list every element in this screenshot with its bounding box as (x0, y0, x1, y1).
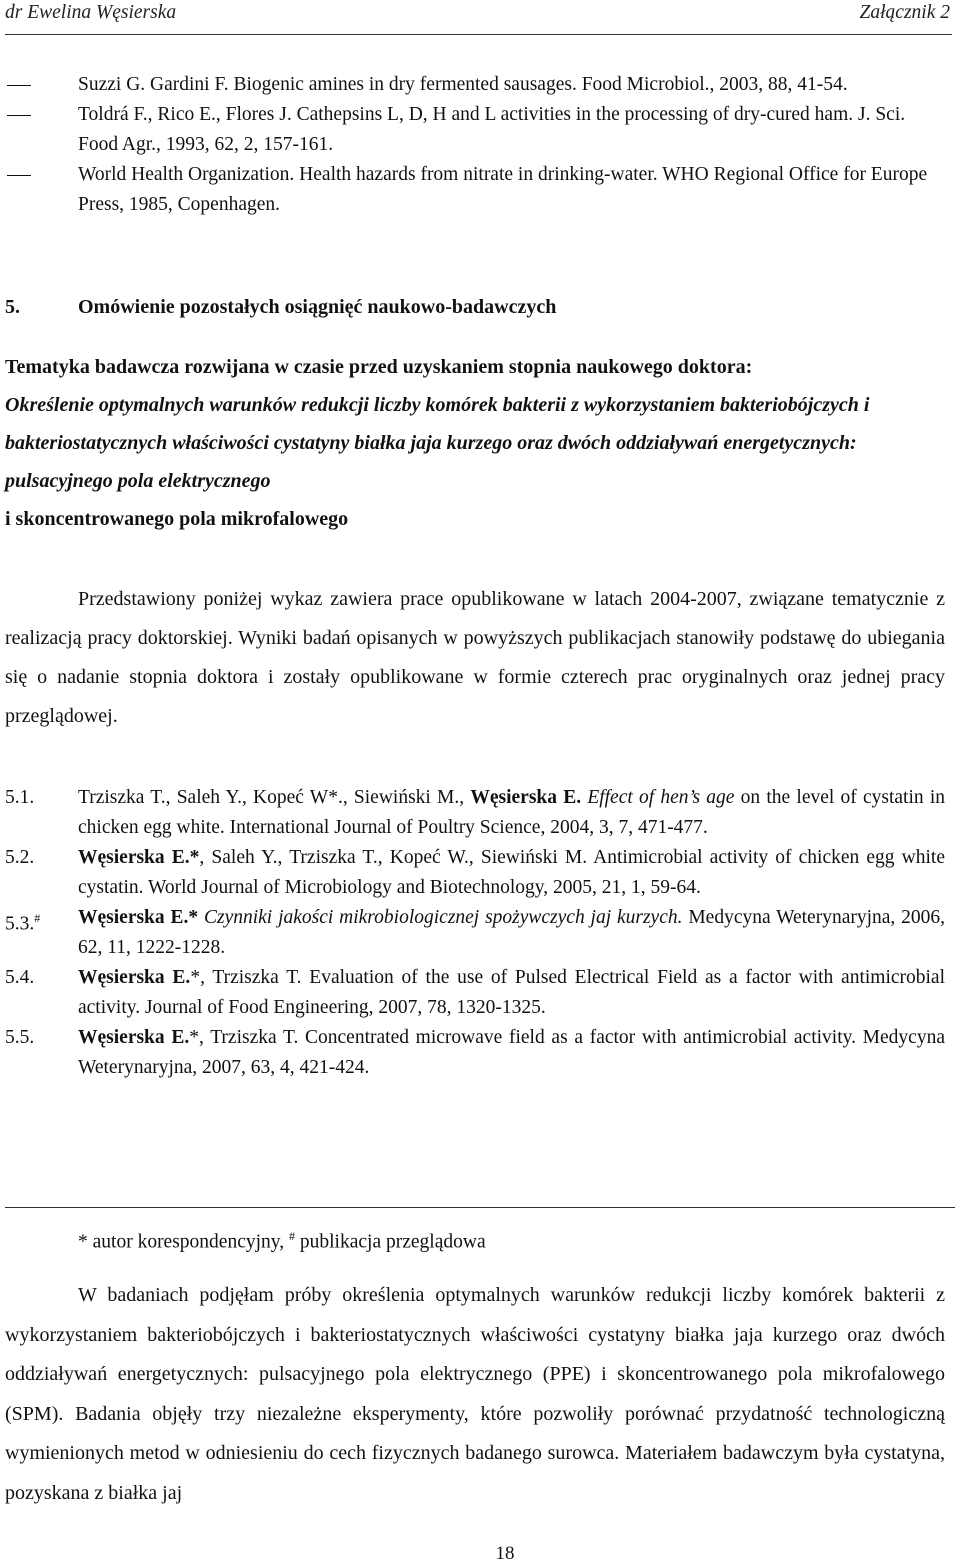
page-number: 18 (495, 1543, 515, 1564)
reference-text: World Health Organization. Health hazards from nitrate in drinking-water. WHO Regional Office for Europe Press, 1985, Copenhagen. (78, 164, 928, 215)
reference-text: Suzzi G. Gardini F. Biogenic amines in dry fermented sausages. Food Microbiol., 2003, 88, 41-54. (78, 74, 848, 95)
reference-item (5, 100, 945, 160)
publication-item (5, 963, 945, 1023)
reference-item (5, 160, 945, 220)
page-header (5, 0, 950, 34)
header-attachment: Załącznik 2 (859, 2, 950, 23)
research-topic (5, 348, 950, 538)
section-heading (5, 296, 556, 319)
topic-tail: i skoncentrowanego pola mikrofalowego (5, 508, 349, 530)
dash-bullet (5, 160, 78, 220)
publication-number: 5.2. (5, 847, 35, 868)
intro-paragraph (5, 580, 945, 736)
dash-bullet (5, 70, 78, 100)
publication-text: Trziszka T., Saleh Y., Kopeć W*., Siewiński M., Węsierska E. Effect of hen’s age on the level of cystatin in chicken egg white. International Journal of Poultry Science, 2004, 3, 7, 471-477. (78, 787, 945, 838)
publication-text: Węsierska E.*, Trziszka T. Concentrated microwave field as a factor with antimicrobial activity. Medycyna Weterynaryjna, 2007, 63, 4, 421-424. (78, 1027, 945, 1078)
publication-item (5, 1023, 945, 1083)
topic-lead: Tematyka badawcza rozwijana w czasie przed uzyskaniem stopnia naukowego doktora: (5, 356, 753, 378)
reference-text: Toldrá F., Rico E., Flores J. Cathepsins L, D, H and L activities in the processing of dry-cured ham. J. Sci. Food Agr., 1993, 62, 2, 157-161. (78, 104, 906, 155)
section-number: 5. (5, 296, 20, 318)
footnote: * autor korespondencyjny, # publikacja przeglądowa (78, 1229, 486, 1253)
dash-bullet (5, 100, 78, 160)
header-author: dr Ewelina Węsierska (5, 2, 177, 23)
review-mark: # (34, 911, 41, 925)
publication-number: 5.5. (5, 1027, 35, 1048)
publication-number: 5.3.# (5, 911, 41, 935)
body-text: W badaniach podjęłam próby określenia optymalnych warunków redukcji liczby komórek bakterii z wykorzystaniem bakteriobójczych i bakteriostatycznych właściwości cystatyny białka jaja kurzego oraz dwóch oddziaływań energetycznych: pulsacyjnego pola elektrycznego (PPE) i skoncentrowanego pola mikrofalowego (SPM). Badania objęły trzy niezależne eksperymenty, które pozwoliły porównać przydatność technologiczną wymienionych metod w odniesieniu do cech fizycznych badanego surowca. Materiałem badawczym była cystatyna, pozyskana z białka jaj (5, 1284, 945, 1504)
body-paragraph (5, 1276, 945, 1513)
header-divider (5, 34, 952, 35)
intro-text: Przedstawiony poniżej wykaz zawiera prace opublikowane w latach 2004-2007, związane tematycznie z realizacją pracy doktorskiej. Wyniki badań opisanych w powyższych publikacjach stanowiły podstawę do ubiegania się o nadanie stopnia doktora i zostały opublikowane w formie czterech prac oryginalnych oraz jednej pracy przeglądowej. (5, 588, 945, 727)
section-title: Omówienie pozostałych osiągnięć naukowo-badawczych (78, 296, 557, 318)
publication-number: 5.4. (5, 967, 35, 988)
publication-text: Węsierska E.*, Saleh Y., Trziszka T., Kopeć W., Siewiński M. Antimicrobial activity of chicken egg white cystatin. World Journal of Microbiology and Biotechnology, 2005, 21, 1, 59-64. (78, 847, 945, 898)
publication-text: Węsierska E.*, Trziszka T. Evaluation of the use of Pulsed Electrical Field as a factor with antimicrobial activity. Journal of Food Engineering, 2007, 78, 1320-1325. (78, 967, 946, 1018)
footnote-divider (5, 1207, 955, 1208)
publication-item (5, 783, 945, 843)
publication-list (5, 783, 945, 1083)
publication-item (5, 903, 945, 963)
publication-text: Węsierska E.* Czynniki jakości mikrobiologicznej spożywczych jaj kurzych. Medycyna Weterynaryjna, 2006, 62, 11, 1222-1228. (78, 907, 946, 958)
publication-number: 5.1. (5, 787, 35, 808)
reference-item (5, 70, 945, 100)
publication-item (5, 843, 945, 903)
reference-list (5, 70, 945, 220)
topic-title: Określenie optymalnych warunków redukcji liczby komórek bakterii z wykorzystaniem bakteriobójczych i bakteriostatycznych właściwości cystatyny białka jaja kurzego oraz dwóch oddziaływań energetycznych: pulsacyjnego pola elektrycznego (5, 394, 870, 492)
